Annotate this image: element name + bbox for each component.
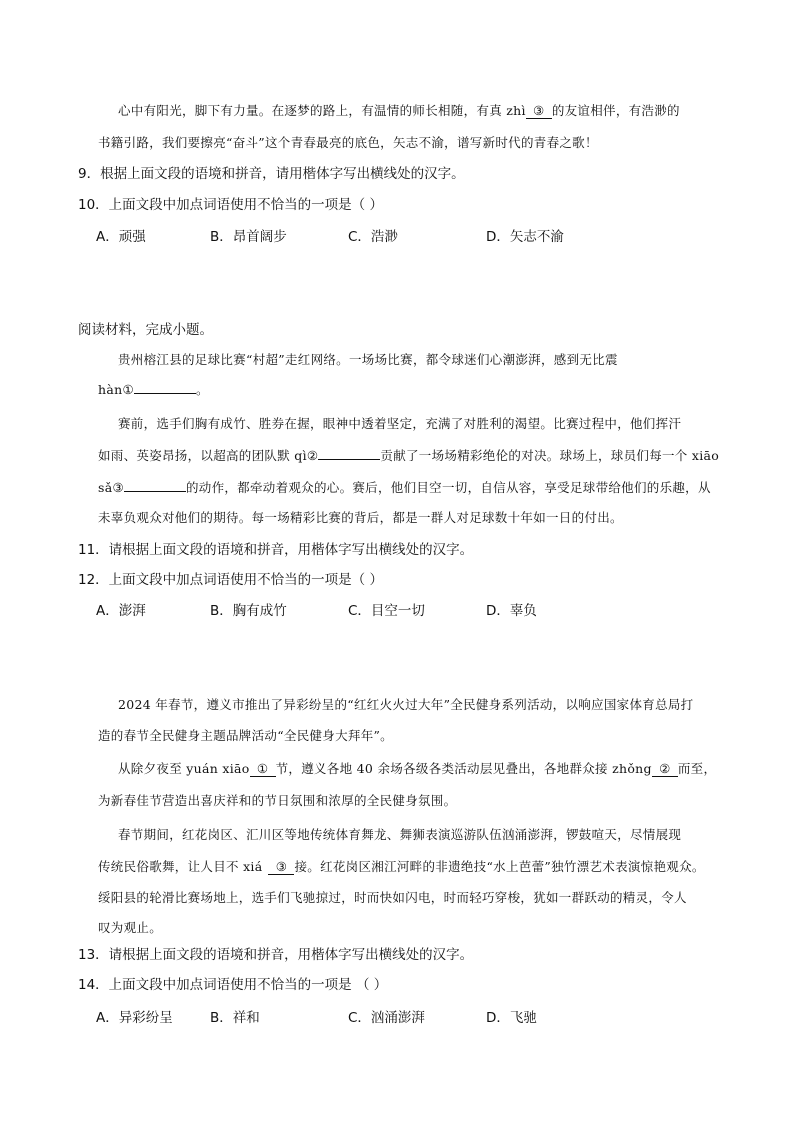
passage1-line2: 书籍引路，我们要擦亮“奋斗”这个青春最亮的底色，矢志不渝，谱写新时代的青春之歌！ [98,135,598,150]
question-11: 11．请根据上面文段的语境和拼音，用楷体字写出横线处的汉字。 [78,542,474,558]
section3-p3-line4: 叹为观止。 [98,920,163,935]
section2-p2-line1: 赛前，选手们胸有成竹、胜券在握，眼神中透着坚定，充满了对胜利的渴望。比赛过程中，他们挥汗 [118,416,682,431]
section2-p2-line2 [98,446,719,466]
section3-p2-line2: 为新春佳节营造出喜庆祥和的节日氛围和浓厚的全民健身氛围。 [98,793,457,808]
question-12: 12．上面文段中加点词语使用不恰当的一项是（ ） [78,572,383,588]
answer-blank-3[interactable]: ③ [268,859,294,875]
section2-p1-line1: 贵州榕江县的足球比赛“村超”走红网络。一场场比赛，都令球迷们心潮澎湃，感到无比震 [118,352,618,367]
answer-blank-1[interactable]: ① [250,761,276,777]
answer-blank-3[interactable] [124,491,186,492]
pinyin-qi: 如雨、英姿昂扬，以超高的团队默 qì② [98,448,319,463]
answer-blank-1[interactable] [134,393,196,394]
q10-option-c[interactable]: C．浩渺 [348,229,398,245]
section2-p2-line3 [98,478,711,498]
section2-heading: 阅读材料，完成小题。 [78,322,213,338]
q14-option-d[interactable]: D．飞驰 [486,1010,537,1026]
q12-option-a[interactable]: A．澎湃 [96,603,146,619]
section2-p1-line2 [98,380,209,400]
q14-option-a[interactable]: A．异彩纷呈 [96,1010,173,1026]
pinyin-yuanxiao: 从除夕夜至 yuán xiāo [118,761,250,776]
q14-option-b[interactable]: B．祥和 [210,1010,260,1026]
section3-p1-line2: 造的春节全民健身主题品牌活动“全民健身大拜年”。 [98,728,393,743]
q10-option-d[interactable]: D．矢志不渝 [486,229,564,245]
question-13: 13．请根据上面文段的语境和拼音，用楷体字写出横线处的汉字。 [78,947,474,963]
question-9: 9．根据上面文段的语境和拼音，请用楷体字写出横线处的汉字。 [78,166,465,182]
section2-p2-line4: 未辜负观众对他们的期待。每一场精彩比赛的背后，都是一群人对足球数十年如一日的付出。 [98,510,623,525]
passage-text: 接。红花岗区湘江河畔的非遗绝技“水上芭蕾”独竹漂艺术表演惊艳观众。 [294,859,705,874]
pinyin-han: hàn① [98,382,134,397]
section3-p3-line1: 春节期间，红花岗区、汇川区等地传统体育舞龙、舞狮表演巡游队伍汹涌澎湃，锣鼓喧天，尽情展现 [118,827,682,842]
passage-text: 的动作，都牵动着观众的心。赛后，他们目空一切，自信从容，享受足球带给他们的乐趣，从 [185,480,711,495]
q10-option-b[interactable]: B．昂首阔步 [210,229,287,245]
question-10: 10．上面文段中加点词语使用不恰当的一项是（ ） [78,197,383,213]
section3-p2-line1 [118,759,716,779]
section3-p3-line3: 绥阳县的轮滑比赛场地上，选手们飞驰掠过，时而快如闪电，时而轻巧穿梭，犹如一群跃动的精灵，令人 [98,890,687,905]
section3-p1-line1: 2024 年春节，遵义市推出了异彩纷呈的“红红火火过大年”全民健身系列活动，以响应国家体育总局打 [118,697,694,712]
answer-blank-3[interactable]: ③ [526,103,552,119]
answer-blank-2[interactable]: ② [652,761,678,777]
pinyin-sa: sǎ③ [98,480,124,495]
passage-text: 节，遵义各地 40 余场各级各类活动层见叠出，各地群众接 zhǒng [275,761,652,776]
passage1-text: 的友谊相伴，有浩渺的 [551,103,680,118]
passage1-text: 心中有阳光，脚下有力量。在逐梦的路上，有温情的师长相随，有真 zhì [118,103,526,118]
q12-option-d[interactable]: D．辜负 [486,603,537,619]
q14-option-c[interactable]: C．汹涌澎湃 [348,1010,425,1026]
q12-option-b[interactable]: B．胸有成竹 [210,603,287,619]
period: 。 [195,382,209,397]
answer-blank-2[interactable] [318,459,380,460]
passage1-line1 [118,101,680,121]
q10-option-a[interactable]: A．顽强 [96,229,146,245]
q12-option-c[interactable]: C．目空一切 [348,603,425,619]
passage-text: 贡献了一场场精彩绝伦的对决。球场上，球员们每一个 xiāo [380,448,720,463]
section3-p3-line2 [98,857,705,877]
question-14: 14．上面文段中加点词语使用不恰当的一项是 （ ） [78,977,388,993]
passage-text: 而至， [677,761,717,776]
pinyin-xia: 传统民俗歌舞，让人目不 xiá [98,859,263,874]
